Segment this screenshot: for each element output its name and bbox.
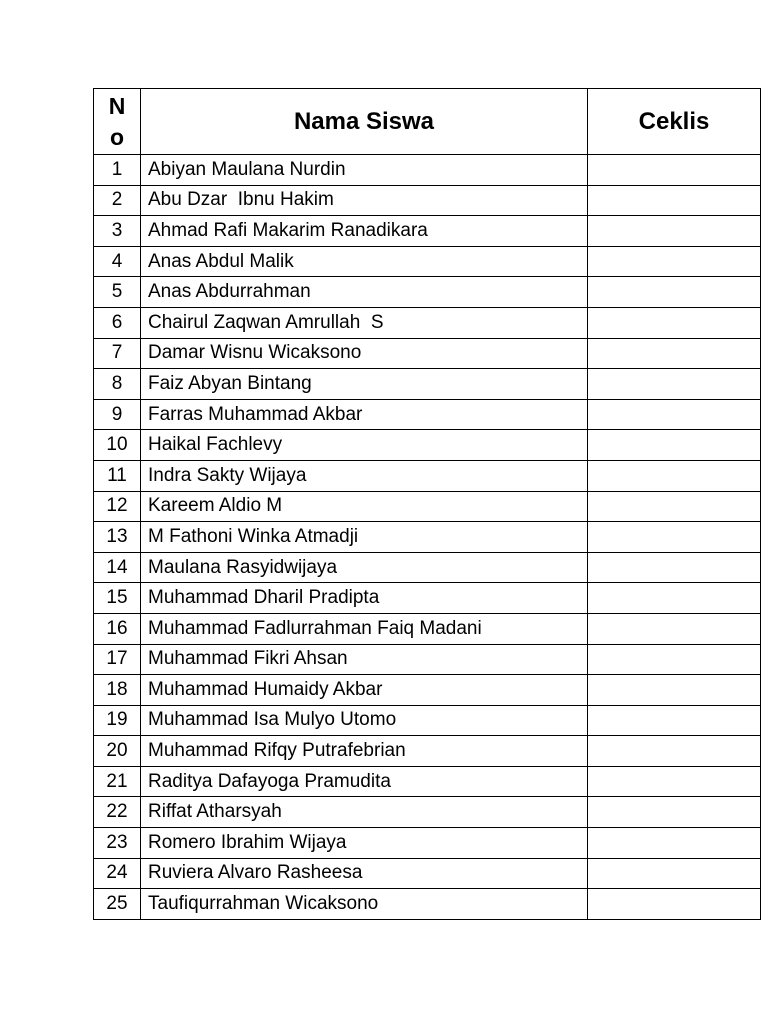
- student-name: Romero Ibrahim Wijaya: [141, 828, 588, 859]
- student-name: Damar Wisnu Wicaksono: [141, 338, 588, 369]
- student-checklist-table: [93, 88, 761, 920]
- table-row: [94, 552, 761, 583]
- student-name: Anas Abdul Malik: [141, 246, 588, 277]
- row-number: 10: [94, 430, 141, 461]
- table-row: [94, 216, 761, 247]
- row-number: 25: [94, 889, 141, 920]
- table-header-row: [94, 89, 761, 155]
- row-number: 15: [94, 583, 141, 614]
- student-name: Riffat Atharsyah: [141, 797, 588, 828]
- student-name: Maulana Rasyidwijaya: [141, 552, 588, 583]
- student-name: Haikal Fachlevy: [141, 430, 588, 461]
- checklist-cell[interactable]: [588, 491, 761, 522]
- checklist-cell[interactable]: [588, 277, 761, 308]
- table-row: [94, 399, 761, 430]
- row-number: 6: [94, 307, 141, 338]
- table-row: [94, 246, 761, 277]
- student-name: Muhammad Fikri Ahsan: [141, 644, 588, 675]
- student-name: Farras Muhammad Akbar: [141, 399, 588, 430]
- row-number: 2: [94, 185, 141, 216]
- checklist-cell[interactable]: [588, 858, 761, 889]
- table-row: [94, 736, 761, 767]
- checklist-cell[interactable]: [588, 828, 761, 859]
- student-name: Raditya Dafayoga Pramudita: [141, 766, 588, 797]
- student-name: Muhammad Fadlurrahman Faiq Madani: [141, 613, 588, 644]
- row-number: 21: [94, 766, 141, 797]
- table-row: [94, 889, 761, 920]
- table-row: [94, 491, 761, 522]
- student-name: Muhammad Rifqy Putrafebrian: [141, 736, 588, 767]
- checklist-cell[interactable]: [588, 430, 761, 461]
- table-row: [94, 369, 761, 400]
- table-row: [94, 766, 761, 797]
- table-row: [94, 797, 761, 828]
- checklist-cell[interactable]: [588, 369, 761, 400]
- checklist-cell[interactable]: [588, 644, 761, 675]
- header-name: Nama Siswa: [141, 89, 588, 155]
- row-number: 4: [94, 246, 141, 277]
- table-row: [94, 185, 761, 216]
- row-number: 11: [94, 460, 141, 491]
- row-number: 19: [94, 705, 141, 736]
- row-number: 23: [94, 828, 141, 859]
- row-number: 5: [94, 277, 141, 308]
- row-number: 20: [94, 736, 141, 767]
- row-number: 3: [94, 216, 141, 247]
- student-name: Abiyan Maulana Nurdin: [141, 155, 588, 186]
- row-number: 17: [94, 644, 141, 675]
- row-number: 7: [94, 338, 141, 369]
- student-name: Muhammad Dharil Pradipta: [141, 583, 588, 614]
- checklist-cell[interactable]: [588, 338, 761, 369]
- checklist-cell[interactable]: [588, 583, 761, 614]
- checklist-cell[interactable]: [588, 307, 761, 338]
- student-name: Kareem Aldio M: [141, 491, 588, 522]
- table-row: [94, 338, 761, 369]
- row-number: 12: [94, 491, 141, 522]
- checklist-cell[interactable]: [588, 675, 761, 706]
- checklist-cell[interactable]: [588, 185, 761, 216]
- table-row: [94, 155, 761, 186]
- checklist-cell[interactable]: [588, 246, 761, 277]
- checklist-cell[interactable]: [588, 705, 761, 736]
- student-name: Faiz Abyan Bintang: [141, 369, 588, 400]
- table-row: [94, 583, 761, 614]
- student-name: Ruviera Alvaro Rasheesa: [141, 858, 588, 889]
- checklist-cell[interactable]: [588, 155, 761, 186]
- table-row: [94, 522, 761, 553]
- table-row: [94, 460, 761, 491]
- table-row: [94, 307, 761, 338]
- table-row: [94, 705, 761, 736]
- checklist-cell[interactable]: [588, 613, 761, 644]
- student-name: Anas Abdurrahman: [141, 277, 588, 308]
- student-name: Ahmad Rafi Makarim Ranadikara: [141, 216, 588, 247]
- checklist-cell[interactable]: [588, 216, 761, 247]
- checklist-cell[interactable]: [588, 552, 761, 583]
- row-number: 18: [94, 675, 141, 706]
- row-number: 1: [94, 155, 141, 186]
- table-row: [94, 858, 761, 889]
- student-name: Muhammad Humaidy Akbar: [141, 675, 588, 706]
- checklist-cell[interactable]: [588, 460, 761, 491]
- student-name: Taufiqurrahman Wicaksono: [141, 889, 588, 920]
- student-name: Chairul Zaqwan Amrullah S: [141, 307, 588, 338]
- table-row: [94, 828, 761, 859]
- student-name: Indra Sakty Wijaya: [141, 460, 588, 491]
- checklist-cell[interactable]: [588, 889, 761, 920]
- row-number: 24: [94, 858, 141, 889]
- table-row: [94, 430, 761, 461]
- student-name: M Fathoni Winka Atmadji: [141, 522, 588, 553]
- checklist-cell[interactable]: [588, 736, 761, 767]
- checklist-cell[interactable]: [588, 522, 761, 553]
- header-no: No: [94, 89, 141, 155]
- row-number: 16: [94, 613, 141, 644]
- header-check: Ceklis: [588, 89, 761, 155]
- checklist-cell[interactable]: [588, 797, 761, 828]
- row-number: 22: [94, 797, 141, 828]
- table-row: [94, 277, 761, 308]
- table-row: [94, 644, 761, 675]
- table-row: [94, 675, 761, 706]
- checklist-cell[interactable]: [588, 399, 761, 430]
- table-body: [94, 155, 761, 920]
- row-number: 9: [94, 399, 141, 430]
- student-name: Abu Dzar Ibnu Hakim: [141, 185, 588, 216]
- row-number: 13: [94, 522, 141, 553]
- row-number: 14: [94, 552, 141, 583]
- table-row: [94, 613, 761, 644]
- row-number: 8: [94, 369, 141, 400]
- student-name: Muhammad Isa Mulyo Utomo: [141, 705, 588, 736]
- checklist-cell[interactable]: [588, 766, 761, 797]
